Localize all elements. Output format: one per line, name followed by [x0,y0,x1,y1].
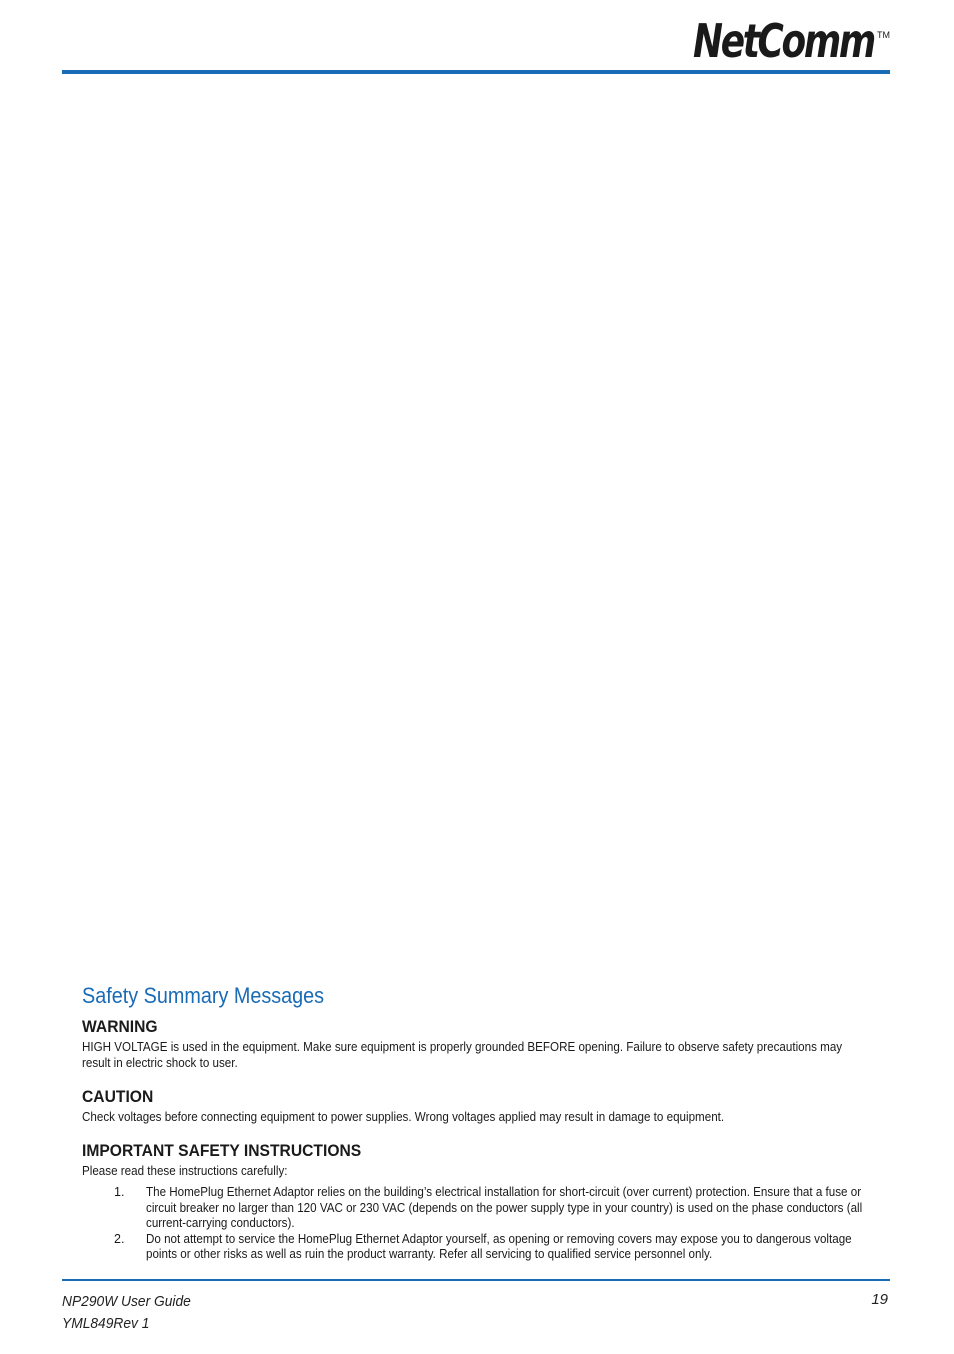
list-item [82,1232,872,1263]
footer-rule [62,1279,890,1281]
list-item-text: The HomePlug Ethernet Adaptor relies on the building’s electrical installation for short-circuit (over current) protection. Ensure that a fuse or circuit breaker no larger than 120 VAC or 230 VAC (depends on the power supply type in your country) is used on the phase conductors (all current-carrying conductors). [146,1185,863,1230]
list-item-text: Do not attempt to service the HomePlug Ethernet Adaptor yourself, as opening or removing covers may expose you to dangerous voltage points or other risks as well as ruin the product warranty. Refer all servicing to qualified service personnel only. [146,1231,852,1261]
list-item-number: 1. [114,1185,125,1199]
warning-heading: WARNING [82,1017,158,1036]
list-item-number: 2. [114,1231,125,1246]
instructions-list [82,1185,872,1263]
instructions-heading: IMPORTANT SAFETY INSTRUCTIONS [82,1141,362,1160]
caution-heading: CAUTION [82,1087,154,1106]
footer-revision: YML849Rev 1 [62,1315,150,1332]
page-number: 19 [871,1291,888,1308]
trademark-symbol: TM [877,30,890,40]
header-rule [62,70,890,74]
caution-text: Check voltages before connecting equipment to power supplies. Wrong voltages applied may result in damage to equipment. [82,1110,725,1124]
footer-info [62,1291,191,1335]
netcomm-logo: NetComm [693,14,874,68]
footer-guide-title: NP290W User Guide [62,1293,191,1310]
safety-section [82,983,872,1263]
warning-text: HIGH VOLTAGE is used in the equipment. Make sure equipment is properly grounded BEFORE opening. Failure to observe safety precautions may result in electric shock to user. [82,1040,843,1070]
list-item [82,1185,872,1232]
instructions-intro: Please read these instructions carefully: [82,1164,288,1178]
section-title: Safety Summary Messages [82,983,325,1008]
